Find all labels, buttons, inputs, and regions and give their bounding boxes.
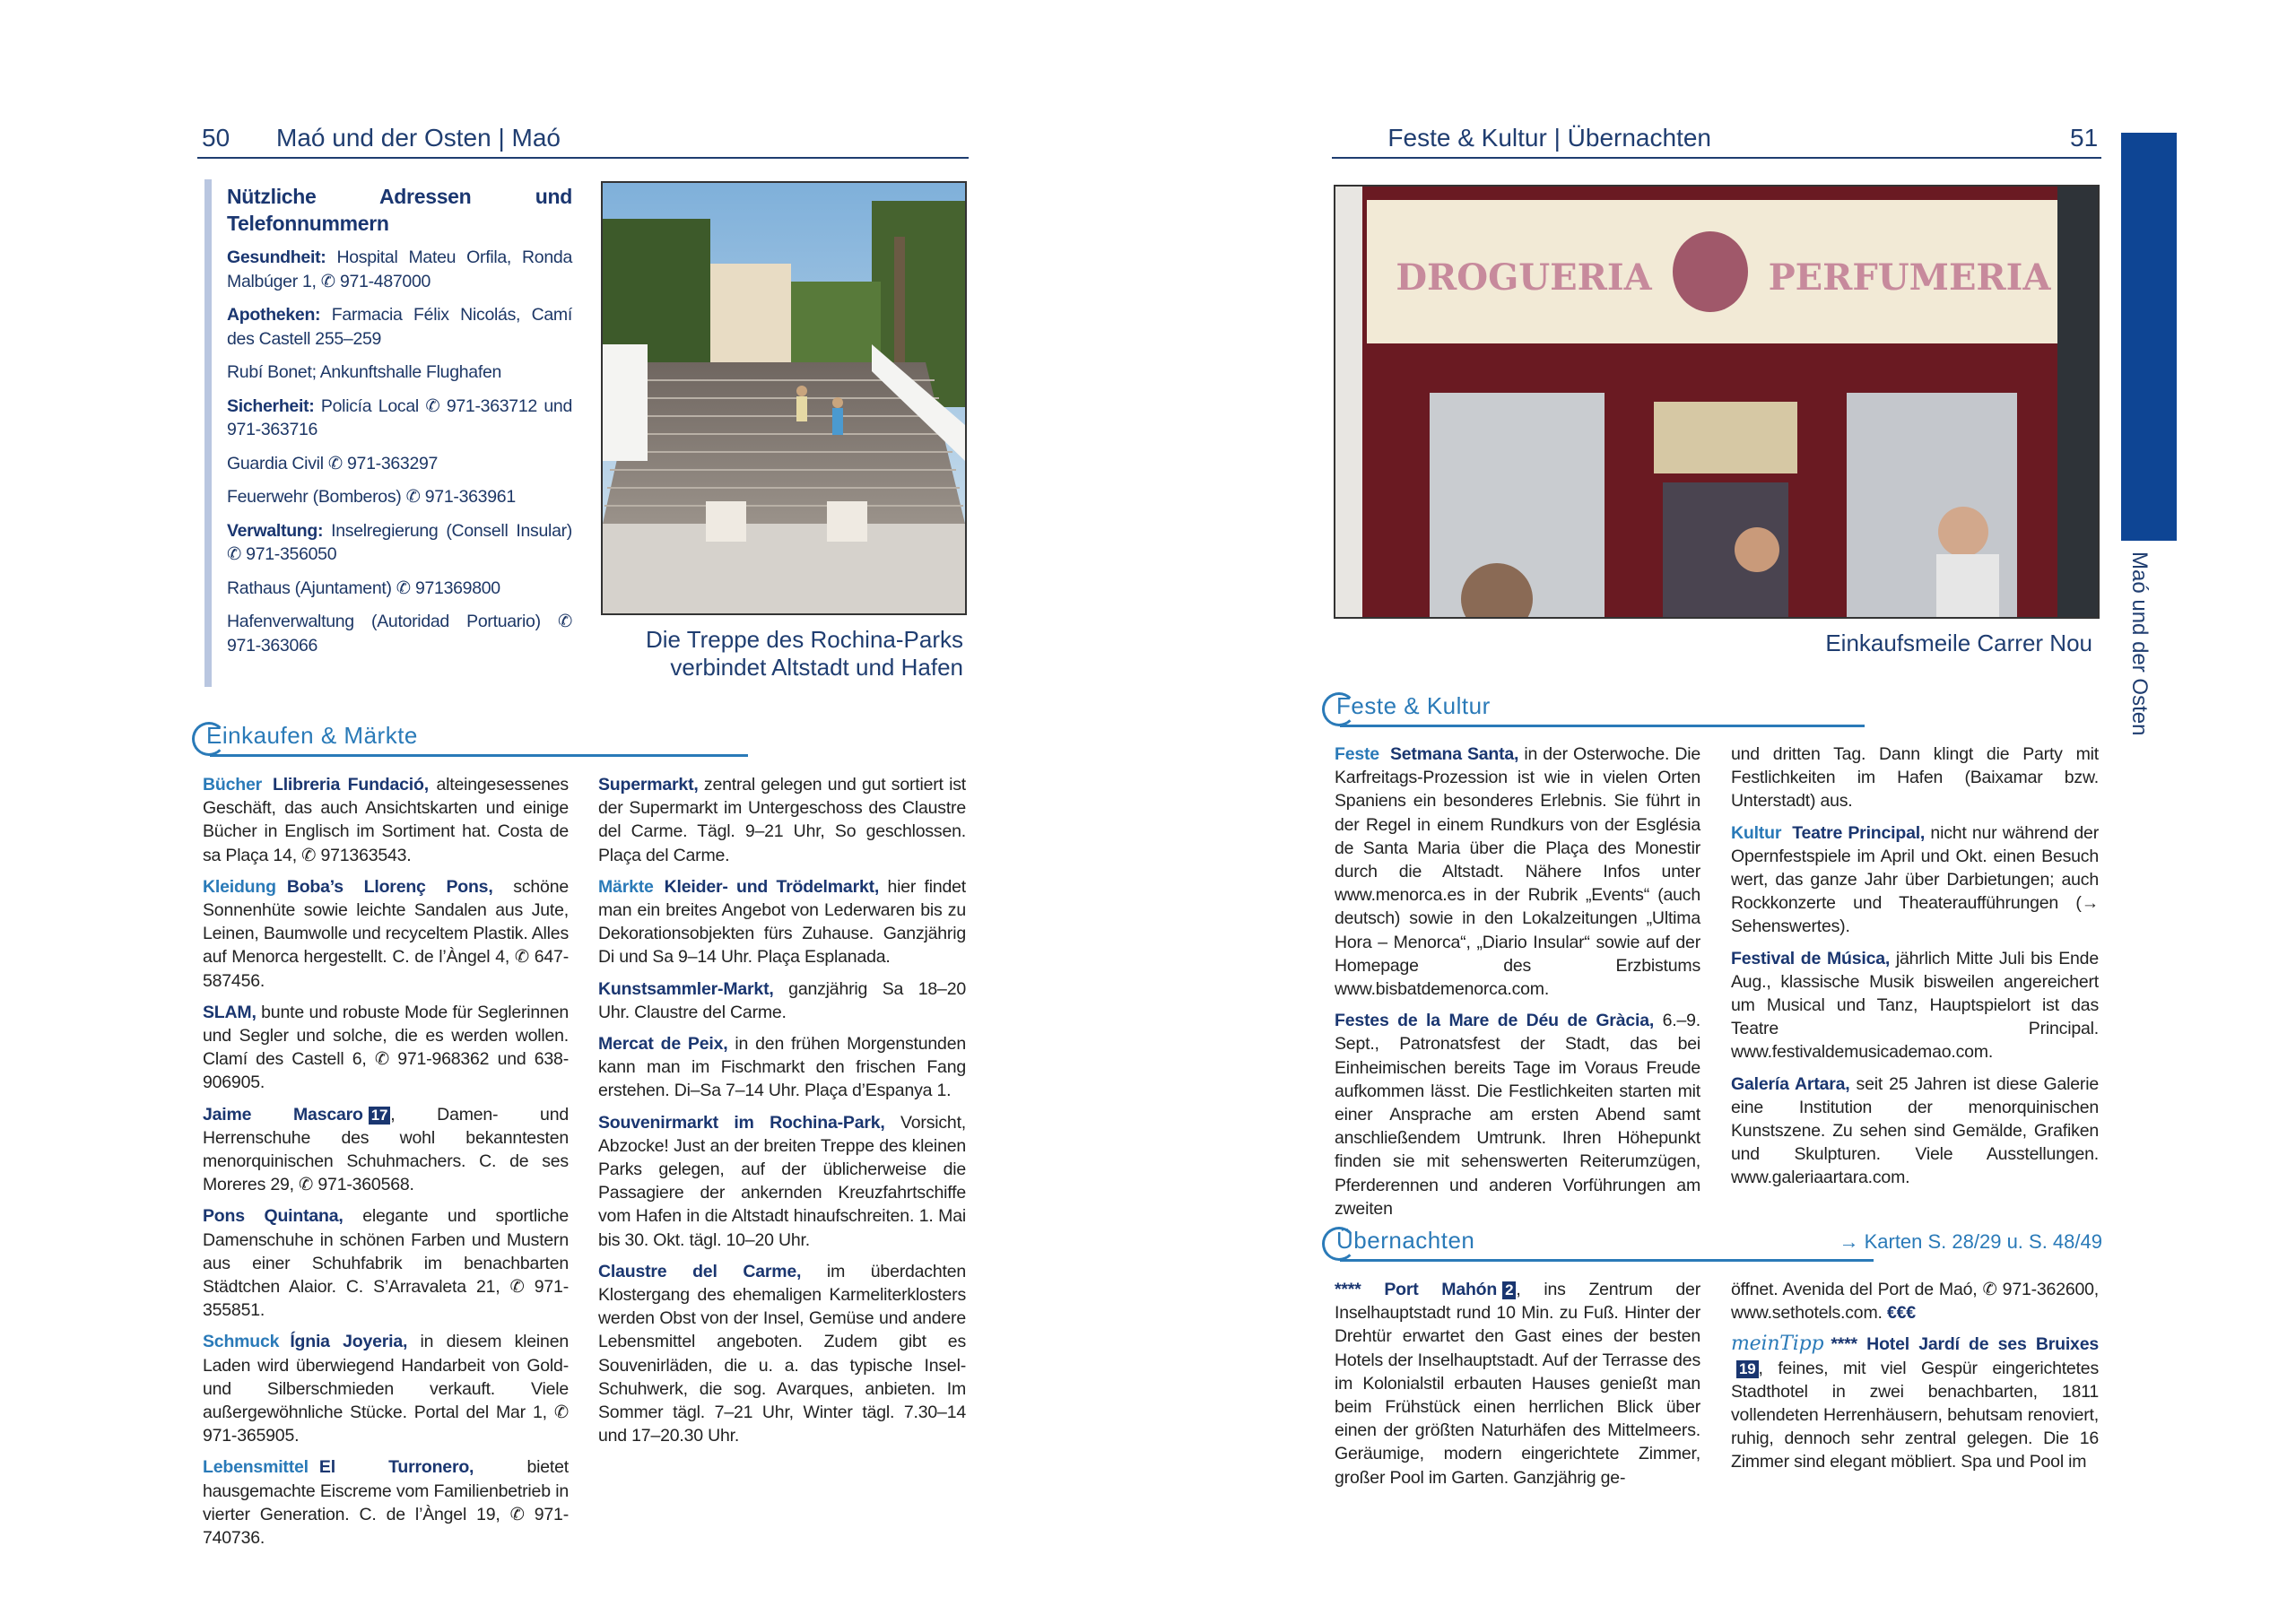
listing-category: Schmuck [203, 1332, 280, 1352]
listing-text: Vorsicht, Abzocke! Just an der breiten Treppe des kleinen Parks gelegen, auf der üblicherweise die Passagiere der ankernden Kreuzfahrtschiffe vom Hafen in die Altstadt hinaufschreiten. 1. Mai bis 30. Okt. tägl. 10–20 Uhr. [598, 1112, 967, 1250]
info-item [227, 246, 572, 293]
listing-category: Kultur [1731, 822, 1782, 843]
listing-entry [203, 1001, 569, 1095]
header-rule-left [197, 157, 969, 159]
listing-name: Kleider- und Trödelmarkt, [664, 876, 880, 897]
listing-text: zentral gelegen und gut sortiert ist der Supermarkt im Untergeschoss des Claustre del Carme. Tägl. 9–21 Uhr, So geschlossen. Plaça del Carme. [598, 775, 966, 865]
listing-text: jährlich Mitte Juli bis Ende Aug., klassische Musik bisweilen angereichert um Musical und Tanz, Hauptspielort ist das Teatre Principal. www.festivaldemusicademao.com. [1731, 948, 2099, 1063]
listing-text: in diesem kleinen Laden wird überwiegend Handarbeit von Gold- und Silberschmieden verkauft. Viele außergewöhnliche Stücke. Portal del Mar 1, ✆ 971-365905. [203, 1332, 569, 1446]
info-item-text: Hafenverwaltung (Autoridad Portuario) ✆ 971-363066 [227, 612, 572, 656]
feste-column-1 [1335, 743, 1700, 1229]
info-item [227, 395, 572, 442]
mein-tipp-logo: meinTipp [1731, 1333, 1824, 1356]
listing-name: Teatre Principal, [1792, 822, 1926, 843]
listing-entry [1335, 1278, 1700, 1489]
uebernachten-column-2 [1731, 1278, 2099, 1482]
section-title: Feste & Kultur [1336, 692, 1491, 719]
info-item-label: Apotheken: [227, 305, 321, 325]
listing-category: Märkte [598, 876, 654, 897]
listing-entry [598, 1260, 966, 1448]
listing-entry [598, 1032, 966, 1103]
listing-entry [1731, 1073, 2099, 1190]
listing-category: Bücher [203, 775, 262, 795]
einkaufen-column-2 [598, 773, 966, 1455]
sign-drogueria: DROGUERIA [1396, 256, 1652, 299]
listing-entry [598, 875, 966, 969]
sign-perfumeria: PERFUMERIA [1768, 256, 2051, 299]
info-box-title: Nützliche Adressen und Telefonnummern [227, 185, 572, 235]
listing-name: Claustre del Carme, [598, 1261, 802, 1281]
info-item-text: Inselregierung (Consell Insular) ✆ 971-356050 [227, 520, 572, 564]
running-head-left: Maó und der Osten | Maó [276, 124, 561, 152]
listing-entry [1731, 1278, 2099, 1324]
price-category: €€€ [1886, 1303, 1916, 1324]
listing-name: Festival de Música, [1731, 948, 1891, 968]
stairs-photo-illustration [603, 183, 965, 613]
listing-entry [203, 773, 569, 867]
chapter-tab [2121, 133, 2177, 541]
photo-rochina-stairs [601, 181, 967, 615]
listing-entry [1731, 821, 2099, 939]
listing-name: Galería Artara, [1731, 1073, 1850, 1094]
listing-entry [1335, 743, 1700, 1001]
listing-category: Kleidung [203, 876, 276, 897]
listing-name: Mercat de Peix, [598, 1034, 728, 1055]
listing-text: im überdachten Klostergang des ehemaligen Karmeliterklosters werden Obst von der Insel, Gemüse und andere Lebensmittel angeboten. Zudem gibt es Souvenirläden, die u. a. das typische Insel-Schuhwerk, die sog. Avarques, anbieten. Im Sommer tägl. 7–21 Uhr, Winter tägl. 7.30–14 und 17–20.30 Uhr. [598, 1261, 966, 1446]
page-number-left: 50 [202, 124, 230, 152]
listing-entry [203, 875, 569, 993]
listing-text: in den frühen Morgenstunden kann man im Fischmarkt den frischen Fang erstehen. Di–Sa 7–14 Uhr. Plaça d’Espanya 1. [598, 1034, 966, 1101]
listing-name: Supermarkt, [598, 775, 699, 795]
info-item [227, 360, 572, 385]
map-marker-badge: 19 [1736, 1360, 1759, 1378]
listing-name: Pons Quintana, [203, 1206, 344, 1227]
section-rule [1340, 725, 1865, 727]
info-item [227, 519, 572, 567]
info-item-text: Rathaus (Ajuntament) ✆ 971369800 [227, 578, 500, 598]
caption-line: Die Treppe des Rochina-Parks [645, 626, 963, 653]
map-marker-badge: 2 [1502, 1281, 1516, 1299]
listing-name: Setmana Santa, [1389, 744, 1519, 764]
listing-text: öffnet. Avenida del Port de Maó, ✆ 971-362600, www.sethotels.com. [1731, 1280, 2099, 1324]
info-item-text: Feuerwehr (Bomberos) ✆ 971-363961 [227, 487, 516, 507]
listing-entry [1731, 1333, 2099, 1473]
info-item [227, 303, 572, 351]
listing-text: in der Osterwoche. Die Karfreitags-Prozession ist wie in vielen Orten Spaniens ein besonderes Erlebnis. Sie führt in der Regel in einem Rundkurs von der Església de Santa Maria über die Plaça des Monestir durch die Altstadt. Nähere Infos unter www.menorca.es in der Rubrik „Events“ (auch deutsch) sowie in den Lokalzeitungen „Ultima Hora – Menorca“, „Diario Insular“ sowie auf der Homepage des Erzbistums www.bisbatdemenorca.com. [1335, 744, 1701, 1000]
feste-column-2 [1731, 743, 2099, 1198]
listing-text: und dritten Tag. Dann klingt die Party mit Festlichkeiten im Hafen (Baixamar bzw. Unterstadt) aus. [1731, 744, 2099, 812]
listing-category: Feste [1335, 744, 1379, 764]
listing-text: , ins Zentrum der Inselhauptstadt rund 10 Min. zu Fuß. Hinter der Drehtür erwartet den Gast eines der besten Hotels der Inselhauptstadt. Auf der Terrasse des im Kolonialstil erbauten Hauses genießt man beim Frühstück einen herrlichen Blick über einen der größten Naturhäfen des Mittelmeers. Geräumige, modern eingerichtete Zimmer, großer Pool im Garten. Ganzjährig ge- [1335, 1280, 1700, 1488]
listing-name: Souvenirmarkt im Rochina-Park, [598, 1112, 885, 1133]
listing-entry [203, 1330, 569, 1447]
listing-text: hier findet man ein breites Angebot von Lederwaren bis zu Dekorationsobjekten fürs Zuhause. Ganzjährig Di und Sa 9–14 Uhr. Plaça Esplanada. [598, 876, 966, 968]
listing-name: **** Hotel Jardí de ses Bruixes [1831, 1334, 2099, 1355]
listing-name: SLAM, [203, 1002, 257, 1022]
info-item-text: Farmacia Félix Nicolás, Camí des Castell 255–259 [227, 305, 572, 349]
map-reference-link[interactable]: → Karten S. 28/29 u. S. 48/49 [1839, 1230, 2102, 1253]
listing-entry [598, 977, 966, 1024]
photo-caption-left [603, 626, 963, 682]
page-number-right: 51 [2070, 124, 2099, 152]
shopfront-photo-illustration [1335, 187, 2098, 617]
info-item-label: Verwaltung: [227, 520, 324, 541]
listing-entry [203, 1455, 569, 1550]
photo-caption-right: Einkaufsmeile Carrer Nou [1825, 630, 2092, 656]
einkaufen-column-1 [203, 773, 569, 1558]
listing-name: Boba’s Llorenç Pons, [286, 876, 493, 897]
section-heading-uebernachten [1322, 1225, 2102, 1264]
listing-text: elegante und sportliche Damenschuhe in schönen Farben und Mustern aus einer Schuhfabrik im benachbarten Städtchen Alaior. C. S’Arravaleta 21, ✆ 971-355851. [203, 1206, 569, 1321]
listing-name: Jaime Mascaro [203, 1104, 363, 1125]
listing-name: Kunstsammler-Markt, [598, 978, 774, 999]
chapter-tab-label: Maó und der Osten [2127, 551, 2152, 736]
info-item-text: Policía Local ✆ 971-363712 und 971-363716 [227, 395, 572, 439]
listing-entry [203, 1204, 569, 1322]
uebernachten-column-1 [1335, 1278, 1700, 1498]
section-heading-feste [1322, 690, 1878, 730]
listing-entry [1335, 1009, 1700, 1220]
info-item [227, 485, 572, 509]
caption-line: verbindet Altstadt und Hafen [670, 654, 963, 681]
listing-text: , Damen- und Herrenschuhe des wohl bekanntesten menorquinischen Schuhmachers. C. de ses Moreres 29, ✆ 971-360568. [203, 1104, 569, 1195]
info-item-text: Hospital Mateu Orfila, Ronda Malbúger 1, ✆ 971-487000 [227, 248, 572, 291]
listing-text: schöne Sonnenhüte sowie leichte Sandalen aus Jute, Leinen, Baumwolle und recyceltem Plastik. Alles auf Menorca hergestellt. C. de l’Àngel 4, ✆ 647-587456. [203, 876, 569, 991]
listing-text: seit 25 Jahren ist diese Galerie eine Institution der menorquinischen Kunstszene. Zu sehen sind Gemälde, Grafiken und Skulpturen. Viele Ausstellungen. www.galeriaartara.com. [1731, 1073, 2100, 1188]
header-rule-right [1332, 157, 2101, 159]
listing-text: 6.–9. Sept., Patronatsfest der Stadt, das bei Einheimischen bereits Tage im Voraus Freude aufkommen lässt. Die Festlichkeiten starten mit einer Ansprache am ersten Abend samt anschließendem Umtrunk. Ihren Höhepunkt finden sie mit sehenswerten Reiterumzügen, Pferderennen und anderen Vorführungen am zweiten [1335, 1011, 1701, 1219]
listing-text: , feines, mit viel Gespür eingerichtetes Stadthotel in zwei benachbarten, 1811 vollendeten Herrenhäusern, behutsam renoviert, ruhig, dennoch sehr zentral gelegen. Die 16 Zimmer sind elegant möbliert. Spa und Pool im [1731, 1358, 2099, 1472]
listing-entry [1731, 743, 2099, 813]
section-rule [1340, 1259, 1874, 1262]
listing-category: Lebensmittel [203, 1457, 309, 1478]
photo-drogueria-shopfront [1334, 185, 2100, 619]
listing-text: bietet hausgemachte Eiscreme vom Familienbetrieb in vierter Generation. C. de l’Àngel 19, ✆ 971-740736. [203, 1457, 569, 1549]
info-item-label: Gesundheit: [227, 248, 326, 267]
listing-name: Llibreria Fundació, [272, 775, 429, 795]
info-box-addresses [204, 179, 579, 687]
section-title: Einkaufen & Märkte [206, 722, 418, 749]
map-marker-badge: 17 [369, 1107, 391, 1125]
sign-emblem [1673, 231, 1748, 312]
info-item-text: Guardia Civil ✆ 971-363297 [227, 453, 439, 473]
listing-text: ganzjährig Sa 18–20 Uhr. Claustre del Carme. [598, 978, 966, 1022]
running-head-right: Feste & Kultur | Übernachten [1387, 124, 1711, 152]
info-item [227, 610, 572, 657]
listing-entry [598, 773, 966, 867]
listing-name: Festes de la Mare de Déu de Gràcia, [1335, 1011, 1655, 1031]
info-item-label: Sicherheit: [227, 395, 315, 416]
listing-name: El Turronero, [318, 1457, 474, 1478]
info-item [227, 452, 572, 476]
info-item [227, 577, 572, 601]
listing-text: alteingesessenes Geschäft, das auch Ansichtskarten und einige Bücher in Englisch im Sortiment hat. Costa de sa Plaça 14, ✆ 971363543. [203, 775, 569, 865]
listing-entry [598, 1111, 966, 1252]
listing-entry [203, 1103, 569, 1197]
section-title: Übernachten [1336, 1227, 1475, 1254]
listing-text: nicht nur während der Opernfestspiele im April und Okt. einen Besuch wert, das ganze Jahr über Darbietungen; auch Rockkonzerte und Theateraufführungen (→ Sehenswertes). [1731, 822, 2099, 937]
section-heading-einkaufen [192, 720, 766, 760]
listing-text: bunte und robuste Mode für Seglerinnen und Segler und solche, die es werden wollen. Clamí des Castell 6, ✆ 971-968362 und 638-906905. [203, 1002, 569, 1093]
listing-name: Ígnia Joyeria, [290, 1332, 408, 1352]
listing-entry [1731, 947, 2099, 1064]
listing-name: **** Port Mahón [1335, 1280, 1498, 1299]
info-item-text: Rubí Bonet; Ankunftshalle Flughafen [227, 362, 502, 382]
section-rule [210, 754, 748, 757]
